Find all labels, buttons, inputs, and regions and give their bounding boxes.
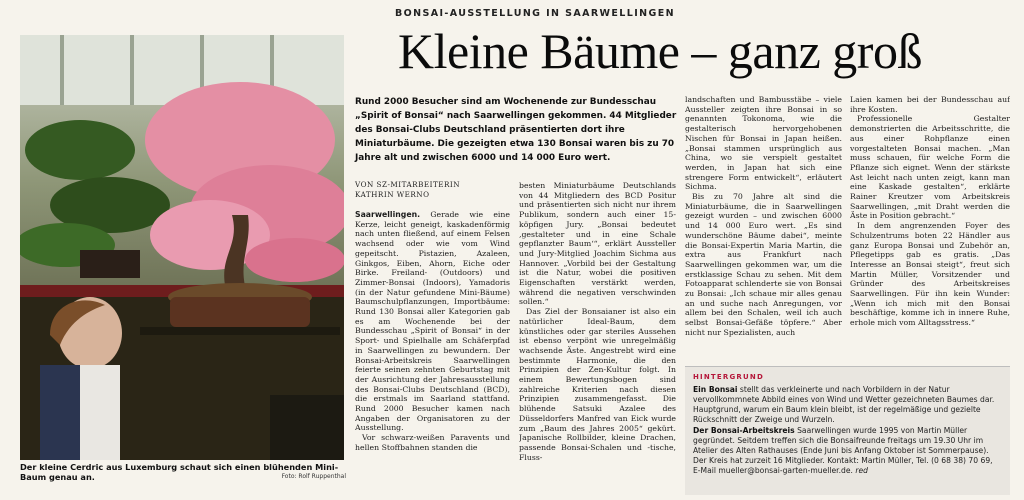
photo-caption: Der kleine Cerdric aus Luxemburg schaut sich einen blühenden Mini-Baum genau an. [20,462,339,482]
column-4-paragraph-3: In dem angrenzenden Foyer des Schulzentrums boten 22 Händler aus ganz Europa Bonsai und Zubehör an, Pflegetipps gab es gratis. „Das Interesse an Bonsai steigt“, freut sich Martin Müller, Vorsitzender und Gründer des Arbeitskreises Saarwellingen. Für ihn kein Wunder: „Wenn ich mich mit den Bonsai beschäftige, komme ich in innere Ruhe, erhole mich vom Alltagsstress.“ [850,221,1010,328]
lead-paragraph: Rund 2000 Besucher sind am Wochenende zur Bundesschau „Spirit of Bonsai“ nach Saarwellingen gekommen. 44 Mitglieder des Bonsai-Clubs Deutschland präsentierten dort ihre Miniaturbäume. Die gezeigten etwa 130 Bonsai waren bis zu 70 Jahre alt und zwischen 6000 und 14 000 Euro wert. [355,97,677,163]
byline [355,180,510,200]
photo-credit: Foto: Rolf Ruppenthal [281,473,346,480]
column-1-paragraph-2: Vor schwarz-weißen Paravents und hellen Stoffbahnen standen die [355,433,510,452]
headline: Kleine Bäume – ganz groß [398,23,922,79]
article-column-2 [519,181,676,492]
article-column-4 [850,95,1010,363]
editor-sign: red [855,466,868,475]
column-2-paragraph-2: Das Ziel der Bonsaianer ist also ein natürlicher Ideal-Baum, dem künstliches oder gar steriles Aussehen ist ebenso verpönt wie unregelmäßig wachsende Äste. Angestrebt wird eine bestimmte Harmonie, die den Prinzipien der Zen-Kultur folgt. In einem Bewertungsbogen sind zahlreiche Kriterien nach diesen Prinzipien zusammengefasst. Die blühende Satsuki Azalee des Düsseldorfers Manfred van Eick wurde zum „Baum des Jahres 2005“ gekürt. Japanische Rollbilder, kleine Drachen, passende Bonsai-Schalen und -tische, Fluss- [519,307,676,462]
column-1-text-1: Gerade wie eine Kerze, leicht geneigt, kaskadenförmig nach unten fließend, auf einem Felsen wachsend oder wie vom Wind gepeitscht. Pistazien, Azaleen, Ginkgos, Eiben, Ahorn, Eiche oder Birke. Freiland- (Outdoors) und Zimmer-Bonsai (Indoors), Yamadoris (in der Natur gefundene Mini-Bäume) Baumschulpflanzungen, Importbäume: Rund 130 Bonsai aller Kategorien gab es am Wochenende bei der Bundesschau „Spirit of Bonsai“ in der Sport- und Spielhalle am Schäferpfad in Saarwellingen zu bewundern. Der Bonsai-Arbeitskreis Saarwellingen feierte seinen zehnten Geburtstag mit der Ausrichtung der Jahresausstellung des Bonsai-Clubs Deutschland (BCD), die erstmals im Saarland stattfand. Rund 2000 Besucher kamen nach Angaben der Organisatoren zu der Ausstellung. [355,210,510,433]
hintergrund-paragraph-2 [693,426,1002,476]
kicker: BONSAI-AUSSTELLUNG IN SAARWELLINGEN [395,8,675,19]
hintergrund-text-1: stellt das verkleinerte und nach Vorbildern in der Natur vervollkommnete Abbild eines von Wind und Wetter gezeichneten Baumes dar. Hauptgrund, warum ein Baum klein bleibt, ist der regelmäßige und gezielte Rückschnitt der Zweige und Wurzeln. [693,385,995,424]
dateline: Saarwellingen. [355,210,421,219]
bonsai-photo [20,35,344,460]
column-4-paragraph-2: Professionelle Gestalter demonstrierten die Arbeitsschritte, die aus einer Rohpflanze einen vorgestalteten Bonsai machen. „Man muss schauen, für welche Form die Pflanze sich eignet. Wenn der stärkste Ast leicht nach unten zeigt, kann man eine Kaskade gestalten“, erklärte Rainer Kreutzer vom Arbeitskreis Saarwellingen, „mit Draht werden die Äste in Position gebracht.“ [850,114,1010,221]
hintergrund-body [693,385,1002,476]
hintergrund-bold-1: Ein Bonsai [693,385,738,394]
hintergrund-paragraph-1 [693,385,1002,425]
column-3-paragraph-2: Bis zu 70 Jahre alt sind die Miniaturbäume, die in Saarwellingen gezeigt wurden – und zwischen 6000 und 14 000 Euro wert. „Es sind wunderschöne Bäume dabei“, meinte die Bonsai-Expertin Maria Martin, die extra aus Frankfurt nach Saarwellingen gekommen war, um die erstklassige Schau zu sehen. Mit dem Fotoapparat schlenderte sie von Bonsai zu Bonsai: „Ich schaue mir alles genau an und suche nach Anregungen, vor allem bei den Schalen, weil ich auch selbst Bonsai-Gefäße töpfere.“ Aber nicht nur Spezialisten, auch [685,192,842,337]
hintergrund-text-2: Saarwellingen wurde 1995 von Martin Müller gegründet. Seitdem treffen sich die Bonsaifreunde freitags um 19.30 Uhr im Atelier des Alten Rathauses (Ende Juni bis Anfang Oktober ist Sommerpause). Der Kreis hat zurzeit 16 Mitglieder. Kontakt: Martin Müller, Tel. (0 68 38) 70 69, E-Mail mueller@bonsai-garten-mueller.de. [693,426,993,475]
column-2-paragraph-1: besten Miniaturbäume Deutschlands von 44 Mitgliedern des BCD Positur und präsentierten sich nicht nur ihrem Publikum, sondern auch einer 15-köpfigen Jury. „Bonsai bedeutet ‚gestalteter und in eine Schale gepflanzter Baum‘“, erklärt Aussteller und Jury-Mitglied Joachim Sichma aus Hannover. „Vorbild bei der Gestaltung ist die Natur, wobei die positiven Eigenschaften verstärkt werden, während die negativen verschwinden sollen.“ [519,181,676,307]
byline-author: KATHRIN WERNO [355,190,430,199]
hintergrund-bold-2: Der Bonsai-Arbeitskreis [693,426,795,435]
column-4-paragraph-1: Laien kamen bei der Bundesschau auf ihre Kosten. [850,95,1010,114]
byline-label: VON SZ-MITARBEITERIN [355,180,461,189]
article-column-3 [685,95,842,365]
hintergrund-label: HINTERGRUND [693,373,764,381]
article-column-1 [355,210,510,492]
column-1-paragraph-1 [355,210,510,433]
column-3-paragraph-1: landschaften und Bambusstäbe – viele Aussteller zeigten ihre Bonsai in so genannten Tokonoma, wie die gestalterisch hervorgehobenen Nischen für Bonsai in Japan heißen. „Bonsai stammen ursprünglich aus China, wo sie verspielt gestaltet werden, in Japan hat sich eine strengere Form entwickelt“, erläutert Sichma. [685,95,842,192]
hintergrund-box [685,366,1010,495]
